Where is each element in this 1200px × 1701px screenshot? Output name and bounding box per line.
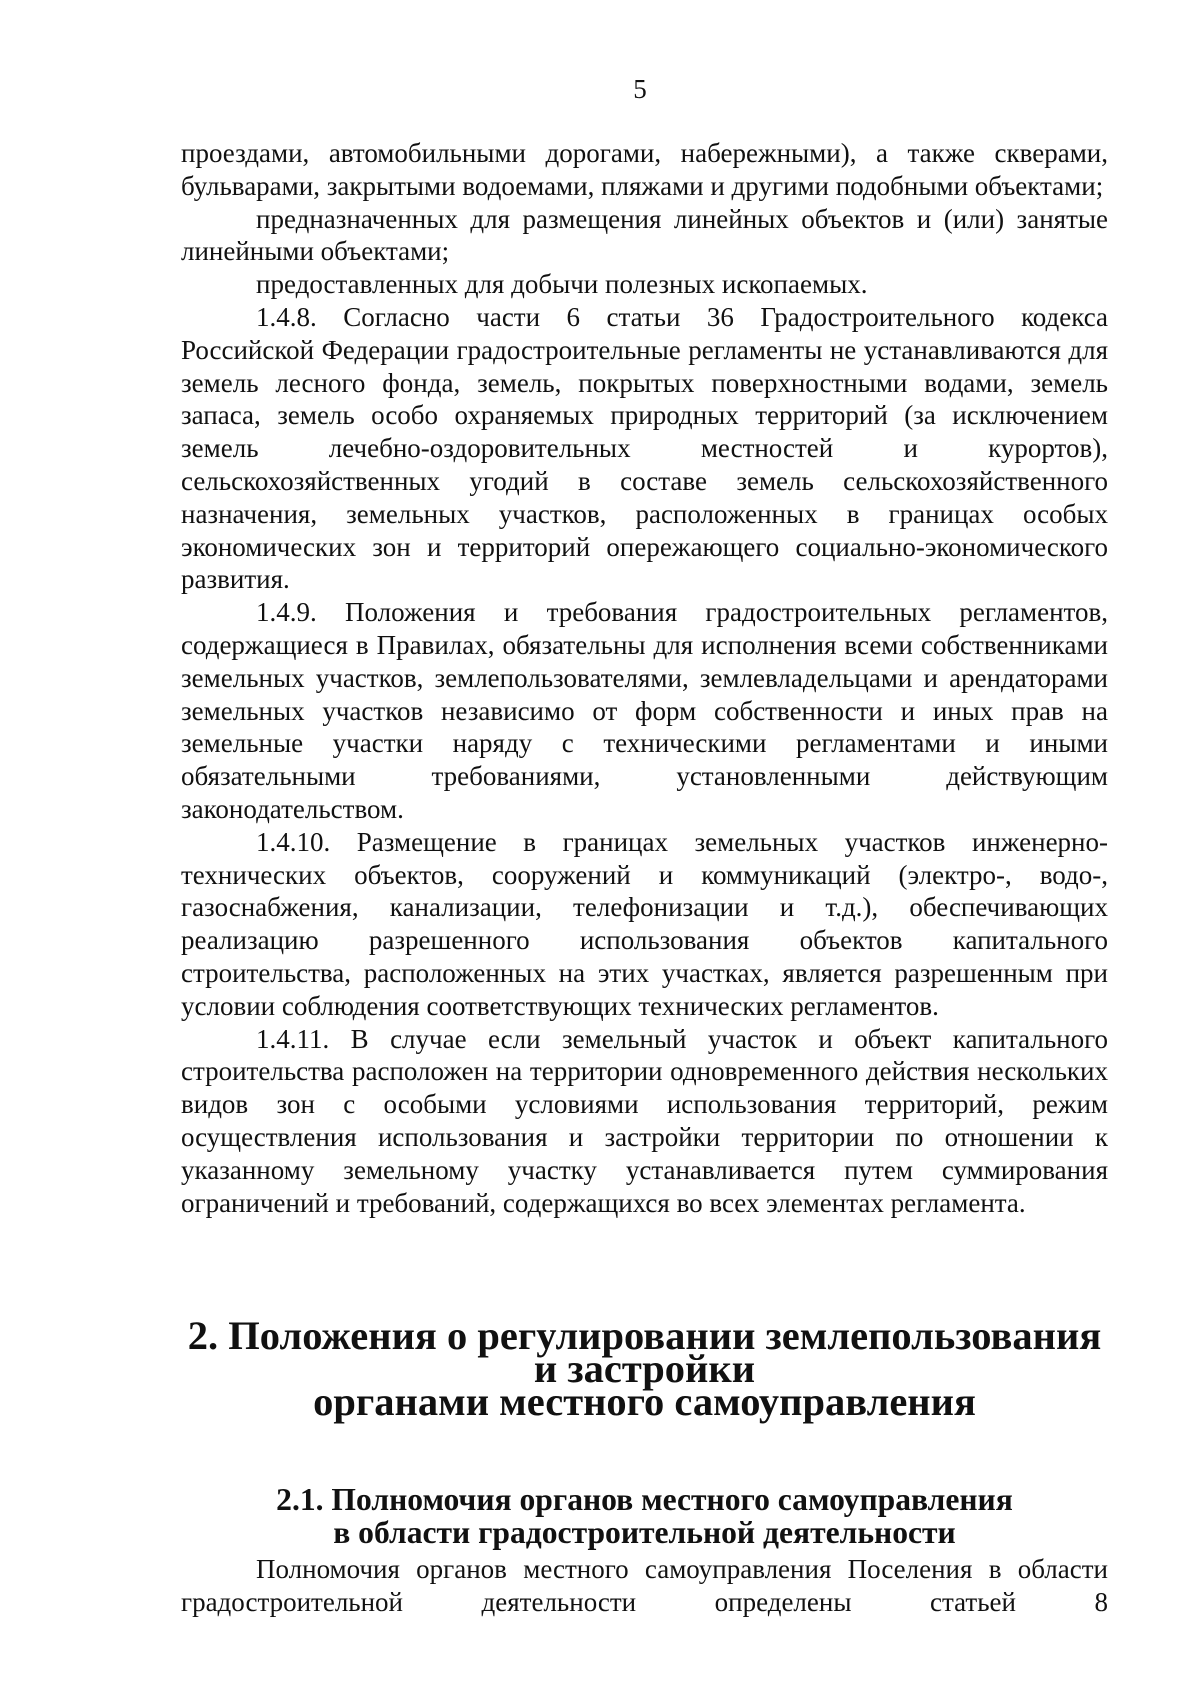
page-number: 5 bbox=[633, 74, 647, 104]
paragraph-mineral-extraction: предоставленных для добычи полезных ископаемых. bbox=[256, 269, 868, 300]
subsection-heading-line-2: в области градостроительной деятельности bbox=[333, 1515, 956, 1551]
paragraph-authority: Полномочия органов местного самоуправления Поселения в области градостроительной деятельности определены статьей 8 bbox=[181, 1554, 1108, 1617]
closing-text bbox=[181, 1553, 1108, 1619]
subsection-heading-line-1: 2.1. Полномочия органов местного самоуправления bbox=[276, 1482, 1013, 1518]
section-heading bbox=[181, 1313, 1108, 1424]
body-text bbox=[181, 137, 1108, 1219]
section-heading-line-2: органами местного самоуправления bbox=[313, 1378, 976, 1424]
paragraph-linear-objects: предназначенных для размещения линейных объектов и (или) занятые линейными объектами; bbox=[181, 203, 1108, 267]
paragraph-continuation: проездами, автомобильными дорогами, набережными), а также скверами, бульварами, закрытыми водоемами, пляжами и другими подобными объектами; bbox=[181, 138, 1108, 201]
paragraph-1-4-8: 1.4.8. Согласно части 6 статьи 36 Градостроительного кодекса Российской Федерации градостроительные регламенты не устанавливаются для земель лесного фонда, земель, покрытых поверхностными водами, земель запаса, земель особо охраняемых природных территорий (за исключением земель лечебно-оздоровительных местностей и курортов), сельскохозяйственных угодий в составе земель сельскохозяйственного назначения, земельных участков, расположенных в границах особых экономических зон и территорий опережающего социально-экономического развития. bbox=[181, 301, 1108, 595]
subsection-heading bbox=[181, 1484, 1108, 1550]
paragraph-1-4-11: 1.4.11. В случае если земельный участок и объект капитального строительства расположен на территории одновременного действия нескольких видов зон с особыми условиями использования территорий, режим осуществления использования и застройки территории по отношении к указанному земельному участку устанавливается путем суммирования ограничений и требований, содержащихся во всех элементах регламента. bbox=[181, 1023, 1108, 1218]
paragraph-1-4-10: 1.4.10. Размещение в границах земельных участков инженерно-технических объектов, сооружений и коммуникаций (электро-, водо-, газоснабжения, канализации, телефонизации и т.д.), обеспечивающих реализацию разрешенного использования объектов капитального строительства, расположенных на этих участках, является разрешенным при условии соблюдения соответствующих технических регламентов. bbox=[181, 826, 1108, 1021]
paragraph-1-4-9: 1.4.9. Положения и требования градостроительных регламентов, содержащиеся в Правилах, обязательны для исполнения всеми собственниками земельных участков, землепользователями, землевладельцами и арендаторами земельных участков независимо от форм собственности и иных прав на земельные участки наряду с техническими регламентами и иными обязательными требованиями, установленными действующим законодательством. bbox=[181, 597, 1108, 824]
section-heading-line-1: 2. Положения о регулировании землепользования и застройки bbox=[187, 1313, 1102, 1391]
